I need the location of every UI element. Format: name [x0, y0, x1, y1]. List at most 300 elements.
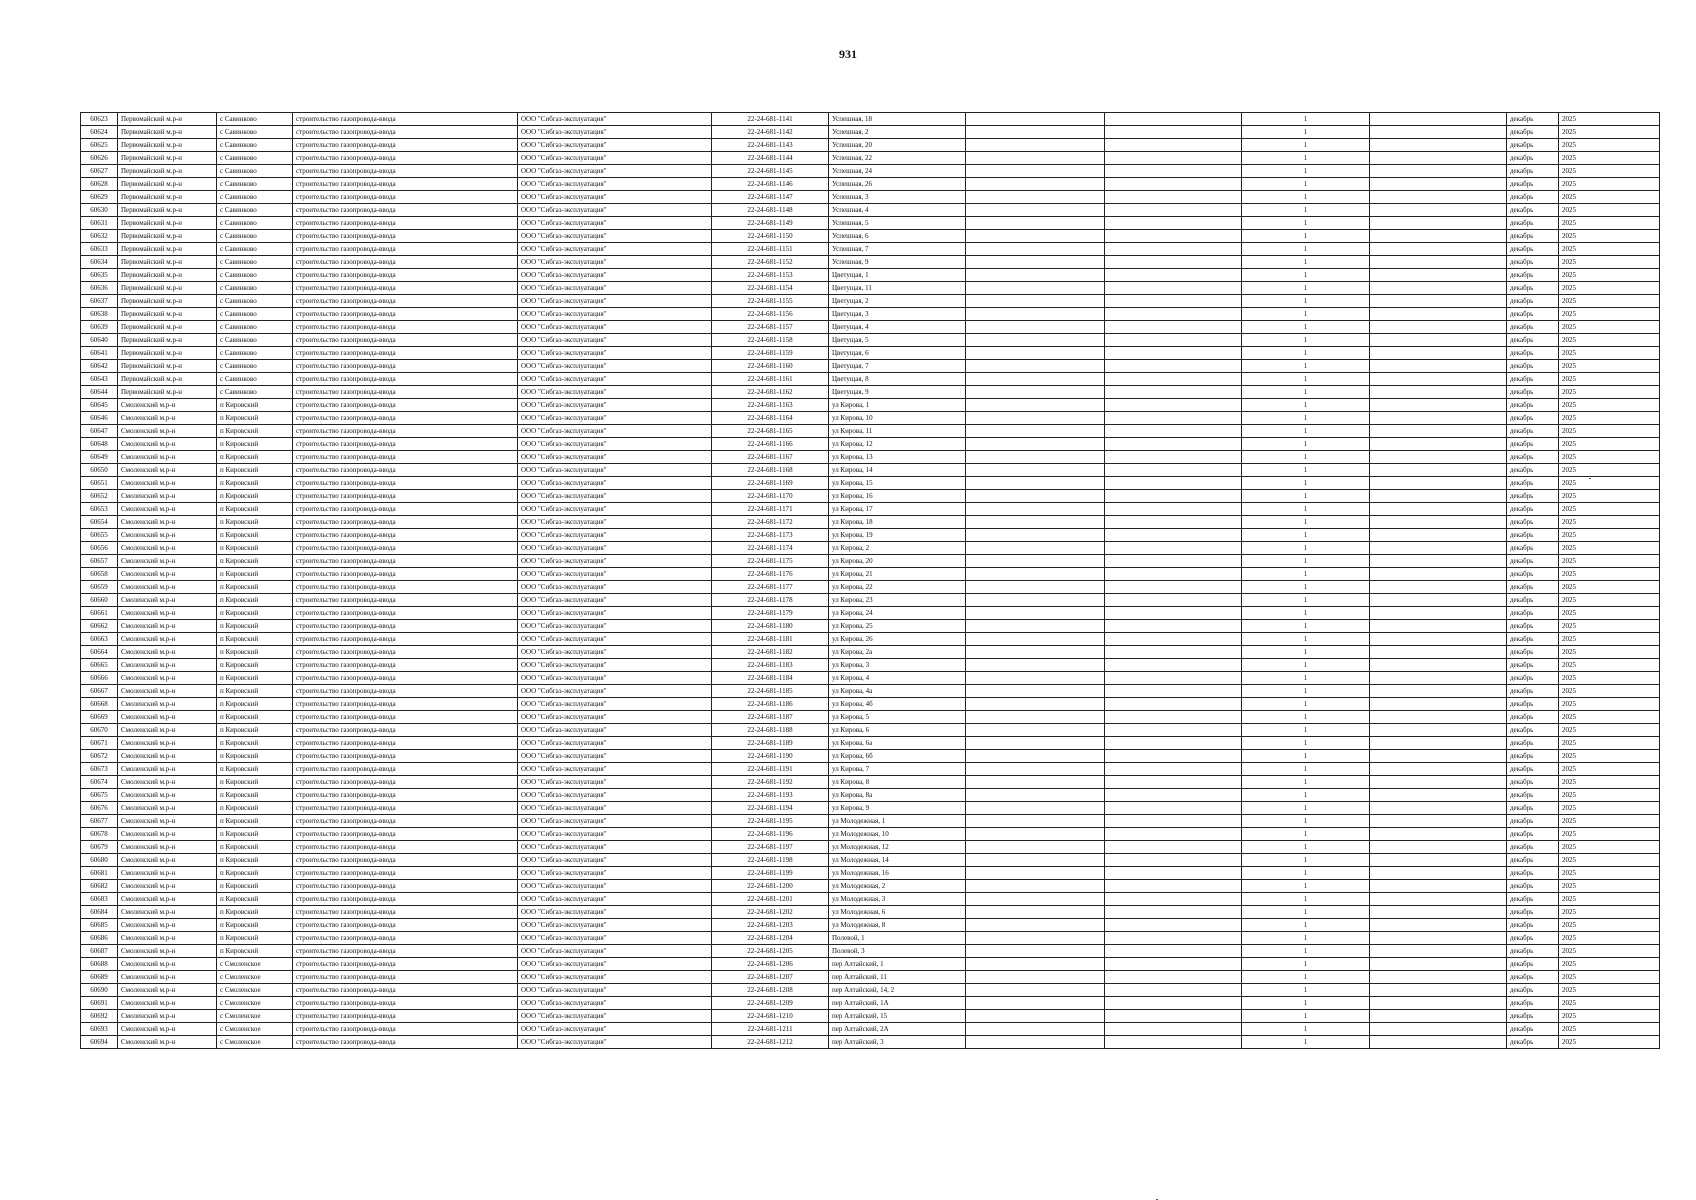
year-cell: 2025 [1559, 958, 1660, 971]
register-body [81, 113, 1660, 1049]
organization-cell: ООО "Сибгаз-эксплуатация" [518, 217, 712, 230]
address-cell: ул Кирова, 25 [829, 620, 966, 633]
table-row [81, 867, 1660, 880]
empty-cell [966, 399, 1105, 412]
table-row [81, 698, 1660, 711]
district-cell: Смоленский м.р-н [118, 1010, 217, 1023]
year-cell: 2025 [1559, 243, 1660, 256]
empty-cell [1105, 425, 1242, 438]
row-number-cell: 60691 [81, 997, 118, 1010]
empty-cell [966, 568, 1105, 581]
quantity-cell: 1 [1242, 815, 1370, 828]
locality-cell: п Кировский [217, 776, 293, 789]
row-number-cell: 60668 [81, 698, 118, 711]
locality-cell: п Кировский [217, 737, 293, 750]
district-cell: Смоленский м.р-н [118, 984, 217, 997]
organization-cell: ООО "Сибгаз-эксплуатация" [518, 633, 712, 646]
work-type-cell: строительство газопровода-ввода [293, 334, 518, 347]
empty-cell [966, 542, 1105, 555]
locality-cell: п Кировский [217, 438, 293, 451]
organization-cell: ООО "Сибгаз-эксплуатация" [518, 932, 712, 945]
empty-cell [1105, 867, 1242, 880]
quantity-cell: 1 [1242, 438, 1370, 451]
empty-cell [966, 425, 1105, 438]
locality-cell: с Савинково [217, 269, 293, 282]
empty-cell [966, 724, 1105, 737]
row-number-cell: 60647 [81, 425, 118, 438]
empty-cell [1370, 581, 1507, 594]
row-number-cell: 60631 [81, 217, 118, 230]
month-cell: декабрь [1507, 568, 1559, 581]
empty-cell [1105, 984, 1242, 997]
empty-cell [1370, 919, 1507, 932]
table-row [81, 126, 1660, 139]
code-cell: 22-24-681-1151 [712, 243, 829, 256]
empty-cell [1105, 646, 1242, 659]
empty-cell [1370, 126, 1507, 139]
row-number-cell: 60634 [81, 256, 118, 269]
address-cell: ул Молодежная, 3 [829, 893, 966, 906]
row-number-cell: 60685 [81, 919, 118, 932]
quantity-cell: 1 [1242, 880, 1370, 893]
code-cell: 22-24-681-1199 [712, 867, 829, 880]
work-type-cell: строительство газопровода-ввода [293, 880, 518, 893]
work-type-cell: строительство газопровода-ввода [293, 711, 518, 724]
empty-cell [1370, 113, 1507, 126]
year-cell: 2025 [1559, 971, 1660, 984]
quantity-cell: 1 [1242, 126, 1370, 139]
address-cell: Цветущая, 7 [829, 360, 966, 373]
district-cell: Смоленский м.р-н [118, 542, 217, 555]
address-cell: ул Кирова, 9 [829, 802, 966, 815]
empty-cell [966, 945, 1105, 958]
month-cell: декабрь [1507, 152, 1559, 165]
address-cell: ул Кирова, 10 [829, 412, 966, 425]
code-cell: 22-24-681-1161 [712, 373, 829, 386]
month-cell: декабрь [1507, 230, 1559, 243]
empty-cell [1370, 204, 1507, 217]
row-number-cell: 60672 [81, 750, 118, 763]
empty-cell [1105, 672, 1242, 685]
month-cell: декабрь [1507, 880, 1559, 893]
row-number-cell: 60694 [81, 1036, 118, 1049]
code-cell: 22-24-681-1183 [712, 659, 829, 672]
empty-cell [1105, 789, 1242, 802]
empty-cell [1370, 503, 1507, 516]
address-cell: пер Алтайский, 3 [829, 1036, 966, 1049]
district-cell: Смоленский м.р-н [118, 724, 217, 737]
district-cell: Смоленский м.р-н [118, 789, 217, 802]
empty-cell [966, 503, 1105, 516]
quantity-cell: 1 [1242, 152, 1370, 165]
empty-cell [1370, 425, 1507, 438]
empty-cell [1105, 191, 1242, 204]
empty-cell [966, 360, 1105, 373]
month-cell: декабрь [1507, 711, 1559, 724]
empty-cell [1370, 854, 1507, 867]
empty-cell [966, 373, 1105, 386]
code-cell: 22-24-681-1188 [712, 724, 829, 737]
table-row [81, 373, 1660, 386]
work-type-cell: строительство газопровода-ввода [293, 282, 518, 295]
code-cell: 22-24-681-1149 [712, 217, 829, 230]
locality-cell: с Савинково [217, 178, 293, 191]
table-row [81, 620, 1660, 633]
work-type-cell: строительство газопровода-ввода [293, 412, 518, 425]
empty-cell [1370, 672, 1507, 685]
work-type-cell: строительство газопровода-ввода [293, 685, 518, 698]
address-cell: Успешная, 18 [829, 113, 966, 126]
quantity-cell: 1 [1242, 542, 1370, 555]
work-type-cell: строительство газопровода-ввода [293, 945, 518, 958]
row-number-cell: 60682 [81, 880, 118, 893]
month-cell: декабрь [1507, 906, 1559, 919]
locality-cell: с Савинково [217, 347, 293, 360]
locality-cell: п Кировский [217, 841, 293, 854]
work-type-cell: строительство газопровода-ввода [293, 997, 518, 1010]
empty-cell [1370, 828, 1507, 841]
organization-cell: ООО "Сибгаз-эксплуатация" [518, 1010, 712, 1023]
row-number-cell: 60673 [81, 763, 118, 776]
organization-cell: ООО "Сибгаз-эксплуатация" [518, 750, 712, 763]
year-cell: 2025 [1559, 893, 1660, 906]
empty-cell [1105, 698, 1242, 711]
quantity-cell: 1 [1242, 191, 1370, 204]
work-type-cell: строительство газопровода-ввода [293, 438, 518, 451]
code-cell: 22-24-681-1177 [712, 581, 829, 594]
year-cell: 2025 [1559, 529, 1660, 542]
organization-cell: ООО "Сибгаз-эксплуатация" [518, 243, 712, 256]
organization-cell: ООО "Сибгаз-эксплуатация" [518, 139, 712, 152]
empty-cell [1370, 607, 1507, 620]
table-row [81, 828, 1660, 841]
year-cell: 2025 [1559, 919, 1660, 932]
row-number-cell: 60661 [81, 607, 118, 620]
address-cell: ул Кирова, 2а [829, 646, 966, 659]
empty-cell [1370, 932, 1507, 945]
district-cell: Смоленский м.р-н [118, 932, 217, 945]
month-cell: декабрь [1507, 308, 1559, 321]
code-cell: 22-24-681-1141 [712, 113, 829, 126]
table-row [81, 750, 1660, 763]
empty-cell [1370, 971, 1507, 984]
organization-cell: ООО "Сибгаз-эксплуатация" [518, 737, 712, 750]
year-cell: 2025 [1559, 789, 1660, 802]
locality-cell: с Савинково [217, 373, 293, 386]
address-cell: ул Кирова, 18 [829, 516, 966, 529]
quantity-cell: 1 [1242, 620, 1370, 633]
address-cell: Успешная, 26 [829, 178, 966, 191]
row-number-cell: 60637 [81, 295, 118, 308]
organization-cell: ООО "Сибгаз-эксплуатация" [518, 724, 712, 737]
locality-cell: п Кировский [217, 568, 293, 581]
quantity-cell: 1 [1242, 893, 1370, 906]
code-cell: 22-24-681-1144 [712, 152, 829, 165]
organization-cell: ООО "Сибгаз-эксплуатация" [518, 282, 712, 295]
locality-cell: п Кировский [217, 477, 293, 490]
address-cell: ул Молодежная, 16 [829, 867, 966, 880]
quantity-cell: 1 [1242, 789, 1370, 802]
row-number-cell: 60677 [81, 815, 118, 828]
empty-cell [1105, 165, 1242, 178]
empty-cell [1370, 633, 1507, 646]
month-cell: декабрь [1507, 438, 1559, 451]
locality-cell: п Кировский [217, 607, 293, 620]
row-number-cell: 60670 [81, 724, 118, 737]
empty-cell [1370, 412, 1507, 425]
empty-cell [1105, 1036, 1242, 1049]
address-cell: ул Кирова, 3 [829, 659, 966, 672]
month-cell: декабрь [1507, 659, 1559, 672]
work-type-cell: строительство газопровода-ввода [293, 802, 518, 815]
month-cell: декабрь [1507, 581, 1559, 594]
empty-cell [1105, 126, 1242, 139]
quantity-cell: 1 [1242, 737, 1370, 750]
empty-cell [966, 815, 1105, 828]
organization-cell: ООО "Сибгаз-эксплуатация" [518, 360, 712, 373]
month-cell: декабрь [1507, 750, 1559, 763]
code-cell: 22-24-681-1198 [712, 854, 829, 867]
empty-cell [966, 594, 1105, 607]
empty-cell [1370, 711, 1507, 724]
month-cell: декабрь [1507, 269, 1559, 282]
month-cell: декабрь [1507, 490, 1559, 503]
code-cell: 22-24-681-1153 [712, 269, 829, 282]
organization-cell: ООО "Сибгаз-эксплуатация" [518, 503, 712, 516]
empty-cell [966, 997, 1105, 1010]
empty-cell [1105, 386, 1242, 399]
row-number-cell: 60683 [81, 893, 118, 906]
row-number-cell: 60689 [81, 971, 118, 984]
empty-cell [966, 243, 1105, 256]
work-type-cell: строительство газопровода-ввода [293, 789, 518, 802]
year-cell: 2025 [1559, 698, 1660, 711]
code-cell: 22-24-681-1154 [712, 282, 829, 295]
year-cell: 2025 [1559, 347, 1660, 360]
empty-cell [966, 880, 1105, 893]
address-cell: ул Кирова, 20 [829, 555, 966, 568]
month-cell: декабрь [1507, 386, 1559, 399]
district-cell: Первомайский м.р-н [118, 373, 217, 386]
locality-cell: п Кировский [217, 828, 293, 841]
locality-cell: п Кировский [217, 698, 293, 711]
month-cell: декабрь [1507, 607, 1559, 620]
empty-cell [1370, 841, 1507, 854]
district-cell: Первомайский м.р-н [118, 204, 217, 217]
table-row [81, 802, 1660, 815]
code-cell: 22-24-681-1167 [712, 451, 829, 464]
empty-cell [1370, 256, 1507, 269]
empty-cell [1370, 399, 1507, 412]
empty-cell [1105, 399, 1242, 412]
row-number-cell: 60679 [81, 841, 118, 854]
table-row [81, 555, 1660, 568]
district-cell: Смоленский м.р-н [118, 503, 217, 516]
year-cell: 2025 [1559, 425, 1660, 438]
empty-cell [966, 620, 1105, 633]
empty-cell [1370, 165, 1507, 178]
table-row [81, 815, 1660, 828]
empty-cell [966, 308, 1105, 321]
empty-cell [966, 828, 1105, 841]
year-cell: 2025 [1559, 139, 1660, 152]
empty-cell [1370, 282, 1507, 295]
empty-cell [1105, 659, 1242, 672]
month-cell: декабрь [1507, 1010, 1559, 1023]
year-cell: 2025 [1559, 451, 1660, 464]
quantity-cell: 1 [1242, 217, 1370, 230]
year-cell: 2025 [1559, 269, 1660, 282]
month-cell: декабрь [1507, 685, 1559, 698]
quantity-cell: 1 [1242, 113, 1370, 126]
work-type-cell: строительство газопровода-ввода [293, 893, 518, 906]
code-cell: 22-24-681-1170 [712, 490, 829, 503]
district-cell: Первомайский м.р-н [118, 256, 217, 269]
district-cell: Смоленский м.р-н [118, 568, 217, 581]
empty-cell [1370, 594, 1507, 607]
work-type-cell: строительство газопровода-ввода [293, 581, 518, 594]
work-type-cell: строительство газопровода-ввода [293, 269, 518, 282]
month-cell: декабрь [1507, 126, 1559, 139]
month-cell: декабрь [1507, 425, 1559, 438]
empty-cell [966, 737, 1105, 750]
month-cell: декабрь [1507, 789, 1559, 802]
table-row [81, 308, 1660, 321]
year-cell: 2025 [1559, 555, 1660, 568]
empty-cell [1370, 620, 1507, 633]
address-cell: ул Кирова, 1 [829, 399, 966, 412]
organization-cell: ООО "Сибгаз-эксплуатация" [518, 321, 712, 334]
year-cell: 2025 [1559, 191, 1660, 204]
empty-cell [1105, 360, 1242, 373]
year-cell: 2025 [1559, 165, 1660, 178]
year-cell: 2025 [1559, 568, 1660, 581]
month-cell: декабрь [1507, 802, 1559, 815]
locality-cell: с Савинково [217, 282, 293, 295]
locality-cell: с Савинково [217, 334, 293, 347]
locality-cell: п Кировский [217, 945, 293, 958]
locality-cell: п Кировский [217, 750, 293, 763]
district-cell: Первомайский м.р-н [118, 269, 217, 282]
empty-cell [1370, 438, 1507, 451]
empty-cell [1105, 594, 1242, 607]
month-cell: декабрь [1507, 139, 1559, 152]
empty-cell [1370, 880, 1507, 893]
code-cell: 22-24-681-1175 [712, 555, 829, 568]
year-cell: 2025 [1559, 412, 1660, 425]
work-type-cell: строительство газопровода-ввода [293, 373, 518, 386]
quantity-cell: 1 [1242, 607, 1370, 620]
year-cell: 2025 [1559, 230, 1660, 243]
organization-cell: ООО "Сибгаз-эксплуатация" [518, 451, 712, 464]
quantity-cell: 1 [1242, 919, 1370, 932]
address-cell: пер Алтайский, 1А [829, 997, 966, 1010]
locality-cell: п Кировский [217, 763, 293, 776]
row-number-cell: 60681 [81, 867, 118, 880]
address-cell: Успешная, 3 [829, 191, 966, 204]
organization-cell: ООО "Сибгаз-эксплуатация" [518, 763, 712, 776]
year-cell: 2025 [1559, 334, 1660, 347]
work-type-cell: строительство газопровода-ввода [293, 386, 518, 399]
table-row [81, 789, 1660, 802]
district-cell: Смоленский м.р-н [118, 659, 217, 672]
empty-cell [1105, 490, 1242, 503]
quantity-cell: 1 [1242, 425, 1370, 438]
empty-cell [966, 321, 1105, 334]
empty-cell [1105, 113, 1242, 126]
locality-cell: с Савинково [217, 139, 293, 152]
table-row [81, 763, 1660, 776]
locality-cell: с Савинково [217, 217, 293, 230]
address-cell: пер Алтайский, 15 [829, 1010, 966, 1023]
row-number-cell: 60654 [81, 516, 118, 529]
year-cell: 2025 [1559, 204, 1660, 217]
month-cell: декабрь [1507, 763, 1559, 776]
code-cell: 22-24-681-1194 [712, 802, 829, 815]
table-row [81, 516, 1660, 529]
organization-cell: ООО "Сибгаз-эксплуатация" [518, 906, 712, 919]
empty-cell [1105, 685, 1242, 698]
address-cell: ул Кирова, 13 [829, 451, 966, 464]
table-row [81, 204, 1660, 217]
locality-cell: с Смоленское [217, 971, 293, 984]
empty-cell [966, 438, 1105, 451]
district-cell: Смоленский м.р-н [118, 841, 217, 854]
year-cell: 2025 [1559, 776, 1660, 789]
quantity-cell: 1 [1242, 269, 1370, 282]
address-cell: ул Молодежная, 12 [829, 841, 966, 854]
row-number-cell: 60667 [81, 685, 118, 698]
district-cell: Смоленский м.р-н [118, 464, 217, 477]
district-cell: Смоленский м.р-н [118, 438, 217, 451]
month-cell: декабрь [1507, 451, 1559, 464]
table-row [81, 984, 1660, 997]
empty-cell [1370, 243, 1507, 256]
empty-cell [966, 113, 1105, 126]
district-cell: Смоленский м.р-н [118, 594, 217, 607]
table-row [81, 776, 1660, 789]
locality-cell: с Савинково [217, 126, 293, 139]
work-type-cell: строительство газопровода-ввода [293, 672, 518, 685]
empty-cell [1105, 503, 1242, 516]
address-cell: Цветущая, 5 [829, 334, 966, 347]
district-cell: Смоленский м.р-н [118, 1036, 217, 1049]
locality-cell: п Кировский [217, 633, 293, 646]
locality-cell: п Кировский [217, 542, 293, 555]
organization-cell: ООО "Сибгаз-эксплуатация" [518, 191, 712, 204]
code-cell: 22-24-681-1165 [712, 425, 829, 438]
locality-cell: п Кировский [217, 425, 293, 438]
quantity-cell: 1 [1242, 802, 1370, 815]
year-cell: 2025 [1559, 113, 1660, 126]
quantity-cell: 1 [1242, 412, 1370, 425]
code-cell: 22-24-681-1208 [712, 984, 829, 997]
code-cell: 22-24-681-1148 [712, 204, 829, 217]
code-cell: 22-24-681-1181 [712, 633, 829, 646]
code-cell: 22-24-681-1193 [712, 789, 829, 802]
empty-cell [966, 347, 1105, 360]
locality-cell: п Кировский [217, 490, 293, 503]
row-number-cell: 60641 [81, 347, 118, 360]
row-number-cell: 60625 [81, 139, 118, 152]
year-cell: 2025 [1559, 217, 1660, 230]
work-type-cell: строительство газопровода-ввода [293, 867, 518, 880]
table-row [81, 386, 1660, 399]
quantity-cell: 1 [1242, 399, 1370, 412]
district-cell: Смоленский м.р-н [118, 958, 217, 971]
month-cell: декабрь [1507, 1023, 1559, 1036]
district-cell: Смоленский м.р-н [118, 945, 217, 958]
